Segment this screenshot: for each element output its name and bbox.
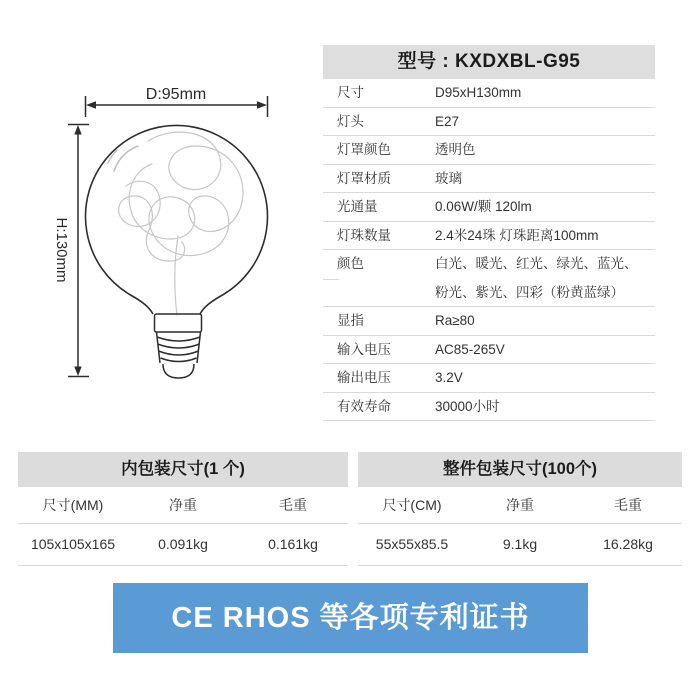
color-options-line1: 白光、暖光、红光、绿光、蓝光、	[435, 256, 638, 271]
cell-dimensions: 55x55x85.5	[375, 536, 449, 552]
diameter-label: D:95mm	[145, 86, 207, 103]
spec-value	[435, 250, 655, 306]
spec-row	[323, 364, 655, 393]
filament-squiggle	[119, 132, 243, 315]
spec-row	[323, 108, 655, 137]
spec-row	[323, 336, 655, 365]
spec-table-header: 型号 : KXDXBL-G95	[323, 45, 655, 79]
spec-row	[323, 165, 655, 194]
spec-value: E27	[435, 113, 460, 129]
column-header: 净重	[506, 497, 534, 513]
spec-label: 灯珠数量	[337, 227, 391, 243]
cell-net-weight: 9.1kg	[502, 536, 538, 552]
cell-dimensions: 105x105x165	[30, 536, 116, 552]
spec-value: 2.4米24珠 灯珠距离100mm	[435, 227, 599, 243]
inner-packaging-table	[18, 452, 348, 566]
spec-value: Ra≥80	[435, 313, 475, 328]
cell-gross-weight: 0.161kg	[268, 536, 318, 552]
spec-value: 透明色	[435, 142, 476, 157]
spec-label: 灯罩颜色	[337, 142, 391, 157]
packaging-section	[18, 452, 682, 566]
arrowhead-left	[86, 101, 96, 109]
spec-value: 玻璃	[435, 170, 462, 186]
column-header: 尺寸(CM)	[382, 497, 442, 513]
spec-row	[323, 193, 655, 222]
arrowhead-up	[74, 125, 81, 135]
spec-row-colors	[323, 250, 655, 307]
spec-value: 3.2V	[435, 370, 463, 385]
spec-label: 灯头	[337, 113, 364, 129]
color-options-line2: 粉光、紫光、四彩（粉黄蓝绿）	[435, 284, 624, 300]
spec-value: AC85-265V	[435, 341, 505, 357]
carton-packaging-values	[358, 524, 682, 566]
height-label: H:130mm	[53, 217, 70, 283]
spec-label: 输出电压	[337, 370, 391, 385]
column-header: 尺寸(MM)	[42, 497, 104, 513]
arrowhead-down	[74, 367, 81, 377]
column-header: 毛重	[614, 497, 642, 513]
spec-row	[323, 222, 655, 251]
spec-label: 光通量	[337, 199, 378, 214]
spec-label: 显指	[337, 313, 364, 328]
spec-row	[323, 393, 655, 422]
spec-label: 输入电压	[337, 341, 391, 357]
spec-row	[323, 79, 655, 108]
spec-table	[323, 45, 655, 421]
partial-divider	[323, 279, 339, 280]
spec-label: 灯罩材质	[337, 170, 391, 186]
spec-label: 有效寿命	[337, 398, 391, 414]
carton-packaging-title: 整件包装尺寸(100个)	[358, 452, 682, 487]
inner-packaging-values	[18, 524, 348, 566]
column-header: 净重	[169, 497, 197, 513]
glass-reflection	[108, 146, 138, 171]
inner-packaging-columns	[18, 487, 348, 524]
cell-net-weight: 0.091kg	[158, 536, 208, 552]
spec-row	[323, 307, 655, 336]
e27-base	[155, 314, 202, 378]
cell-gross-weight: 16.28kg	[603, 536, 653, 552]
certification-banner: CE RHOS 等各项专利证书	[113, 583, 588, 653]
carton-packaging-columns	[358, 487, 682, 524]
spec-value: 0.06W/颗 120lm	[435, 199, 532, 214]
column-header: 毛重	[279, 497, 307, 513]
carton-packaging-table	[358, 452, 682, 566]
spec-value: 30000小时	[435, 398, 500, 414]
spec-row	[323, 136, 655, 165]
spec-value: D95xH130mm	[435, 85, 522, 100]
spec-label: 尺寸	[337, 85, 364, 100]
bulb-diagram	[0, 0, 330, 430]
inner-packaging-title: 内包装尺寸(1 个)	[18, 452, 348, 487]
arrowhead-right	[257, 101, 267, 109]
spec-label: 颜色	[337, 256, 364, 271]
